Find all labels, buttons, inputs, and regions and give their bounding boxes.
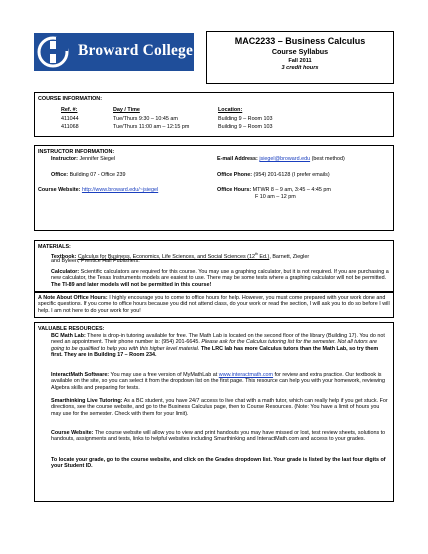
office-hours-note-section	[34, 292, 394, 318]
textbook-publisher: and Byleen, Prentice Hall Publishers.	[51, 258, 140, 264]
math-lab-note: Please ask for the Calculus tutoring list for the semester. Not all tutors are going to be qualified to help you with this higher level material.	[51, 339, 378, 352]
valuable-resources-section	[34, 322, 394, 502]
calculator-label: Calculator:	[51, 269, 80, 275]
course-information-section	[34, 92, 394, 137]
table-row-ref: 411068	[61, 124, 79, 130]
table-row-day: Tue/Thurs 11:00 am – 12:15 pm	[113, 124, 190, 130]
calculator-text: Scientific calculators are required for this course. You may use a graphing calculator, but it is not required. If you are purchasing a new calculator, the Texas Instruments models are easiest to use. There may be some tests where a graphing calculator will not be permitted.	[51, 269, 389, 282]
office-hours-note-text: I highly encourage you to come to office hours for help. However, you must come prepared with your work done and specific questions. If you come to office hours because you did not attend class, do your work or read the section, I will ask you to do so before I will help. I am not here to do your work for you!	[38, 295, 390, 314]
textbook-authors: , Barnett, Ziegler	[269, 253, 310, 260]
day-time-column-header: Day / Time	[113, 107, 140, 113]
materials-section	[34, 240, 394, 292]
smarthinking-paragraph	[51, 398, 389, 417]
office-hours-label: Office Hours:	[217, 187, 252, 193]
location-column-header: Location:	[218, 107, 243, 113]
office-hours-line	[217, 187, 331, 193]
office-hours-note	[38, 295, 390, 314]
textbook-edition: Ed.)	[257, 253, 270, 260]
textbook-label: Textbook:	[51, 253, 77, 260]
course-information-heading: COURSE INFORMATION:	[38, 96, 102, 102]
course-website-line	[38, 187, 158, 193]
math-lab-label: BC Math Lab:	[51, 333, 86, 339]
broward-logo-mark-icon	[36, 35, 70, 69]
email-link[interactable]: jsiegel@broward.edu	[259, 156, 311, 162]
instructor-information-heading: INSTRUCTOR INFORMATION:	[38, 149, 115, 155]
course-website-resource-text: The course website will allow you to view and print handouts you may have missed or lost, test review sheets, solutions to handouts, assignments and tests, links to helpful websites including Smarthinking and InteractMath.com and access to your grades.	[51, 430, 386, 443]
office-hours-friday: F 10 am – 12 pm	[255, 194, 296, 200]
credit-hours: 3 credit hours	[281, 65, 319, 71]
phone-line	[217, 172, 330, 178]
email-line	[217, 156, 345, 162]
table-row-day: Tue/Thurs 9:30 – 10:45 am	[113, 116, 178, 122]
table-row-location: Building 9 – Room 103	[218, 116, 273, 122]
textbook-edition-superscript: th	[254, 252, 258, 256]
term: Fall 2011	[288, 58, 312, 64]
syllabus-subtitle: Course Syllabus	[271, 47, 329, 56]
course-website-resource-label: Course Website:	[51, 430, 94, 436]
instructor-information-section	[34, 145, 394, 231]
course-website-paragraph	[51, 430, 389, 443]
office-hours-note-label: A Note About Office Hours:	[38, 295, 108, 301]
course-website-label: Course Website:	[38, 187, 81, 193]
course-title: MAC2233 – Business Calculus	[234, 36, 366, 46]
logo-text: Broward College	[78, 42, 194, 59]
phone-label: Office Phone:	[217, 172, 253, 178]
interactmath-link[interactable]: www.interactmath.com	[218, 372, 274, 378]
table-row-location: Building 9 – Room 103	[218, 124, 273, 130]
office-value: Building 07 - Office 239	[69, 172, 126, 178]
interactmath-label: InteractMath Software:	[51, 372, 110, 378]
materials-heading: MATERIALS:	[38, 244, 71, 250]
interactmath-text-pre: You may use a free version of MyMathLab at	[110, 372, 218, 378]
phone-value: (954) 201-6128 (I prefer emails)	[253, 172, 330, 178]
course-title-box	[206, 31, 394, 84]
resources-heading: VALUABLE RESOURCES:	[38, 326, 105, 332]
instructor-name: Jennifer Siegel	[79, 156, 116, 162]
interactmath-text-post: for review and extra practice. Our textbook is available on the site, so you can select it from the dropdown list on the first page. This resource can help you with your homework, reviewing Algebra skills and preparing for tests.	[51, 372, 385, 391]
office-label: Office:	[51, 172, 69, 178]
smarthinking-text: As a BC student, you have 24/7 access to live chat with a math tutor, which can really help if you get stuck. For directions, see the course website, and go to the Business Calculus page, then to Course Resources. (Note: You have a limit of hours you may use for the semester. Check with them for your limit).	[51, 398, 388, 417]
email-note: (best method)	[311, 156, 345, 162]
broward-college-logo	[34, 33, 194, 71]
math-lab-paragraph	[51, 333, 389, 359]
email-label: E-mail Address:	[217, 156, 258, 162]
smarthinking-label: Smarthinking Live Tutoring:	[51, 398, 123, 404]
math-lab-text: There is drop-in tutoring available for free. The Math Lab is located on the second floor of the library (Building 17). You do not need an appointment. Their phone number is: (954) 201-6645.	[51, 333, 385, 346]
interactmath-paragraph	[51, 372, 389, 391]
calculator-warning: The TI-89 and later models will not be permitted in this course!	[51, 281, 212, 288]
instructor-line	[51, 156, 115, 162]
instructor-label: Instructor:	[51, 156, 78, 162]
office-hours-value: MTWR 8 – 9 am, 3:45 – 4:45 pm	[252, 187, 331, 193]
math-lab-lrc: The LRC lab has more Calculus tutors than the Math Lab, so try them first. They are in Building 17 – Room 234.	[51, 345, 379, 359]
office-line	[51, 172, 126, 178]
textbook-title-text: Calculus for Business, Economics, Life Sciences, and Social Sciences (12	[77, 253, 255, 260]
ref-column-header: Ref. #:	[61, 107, 78, 113]
grade-instructions: To locate your grade, go to the course website, and click on the Grades dropdown list. Your grade is listed by the last four digits of your Student ID.	[51, 457, 386, 470]
calculator-paragraph	[51, 269, 389, 288]
table-row-ref: 411044	[61, 116, 79, 122]
course-website-link[interactable]: http://www.broward.edu/~jsiegel	[81, 187, 159, 193]
